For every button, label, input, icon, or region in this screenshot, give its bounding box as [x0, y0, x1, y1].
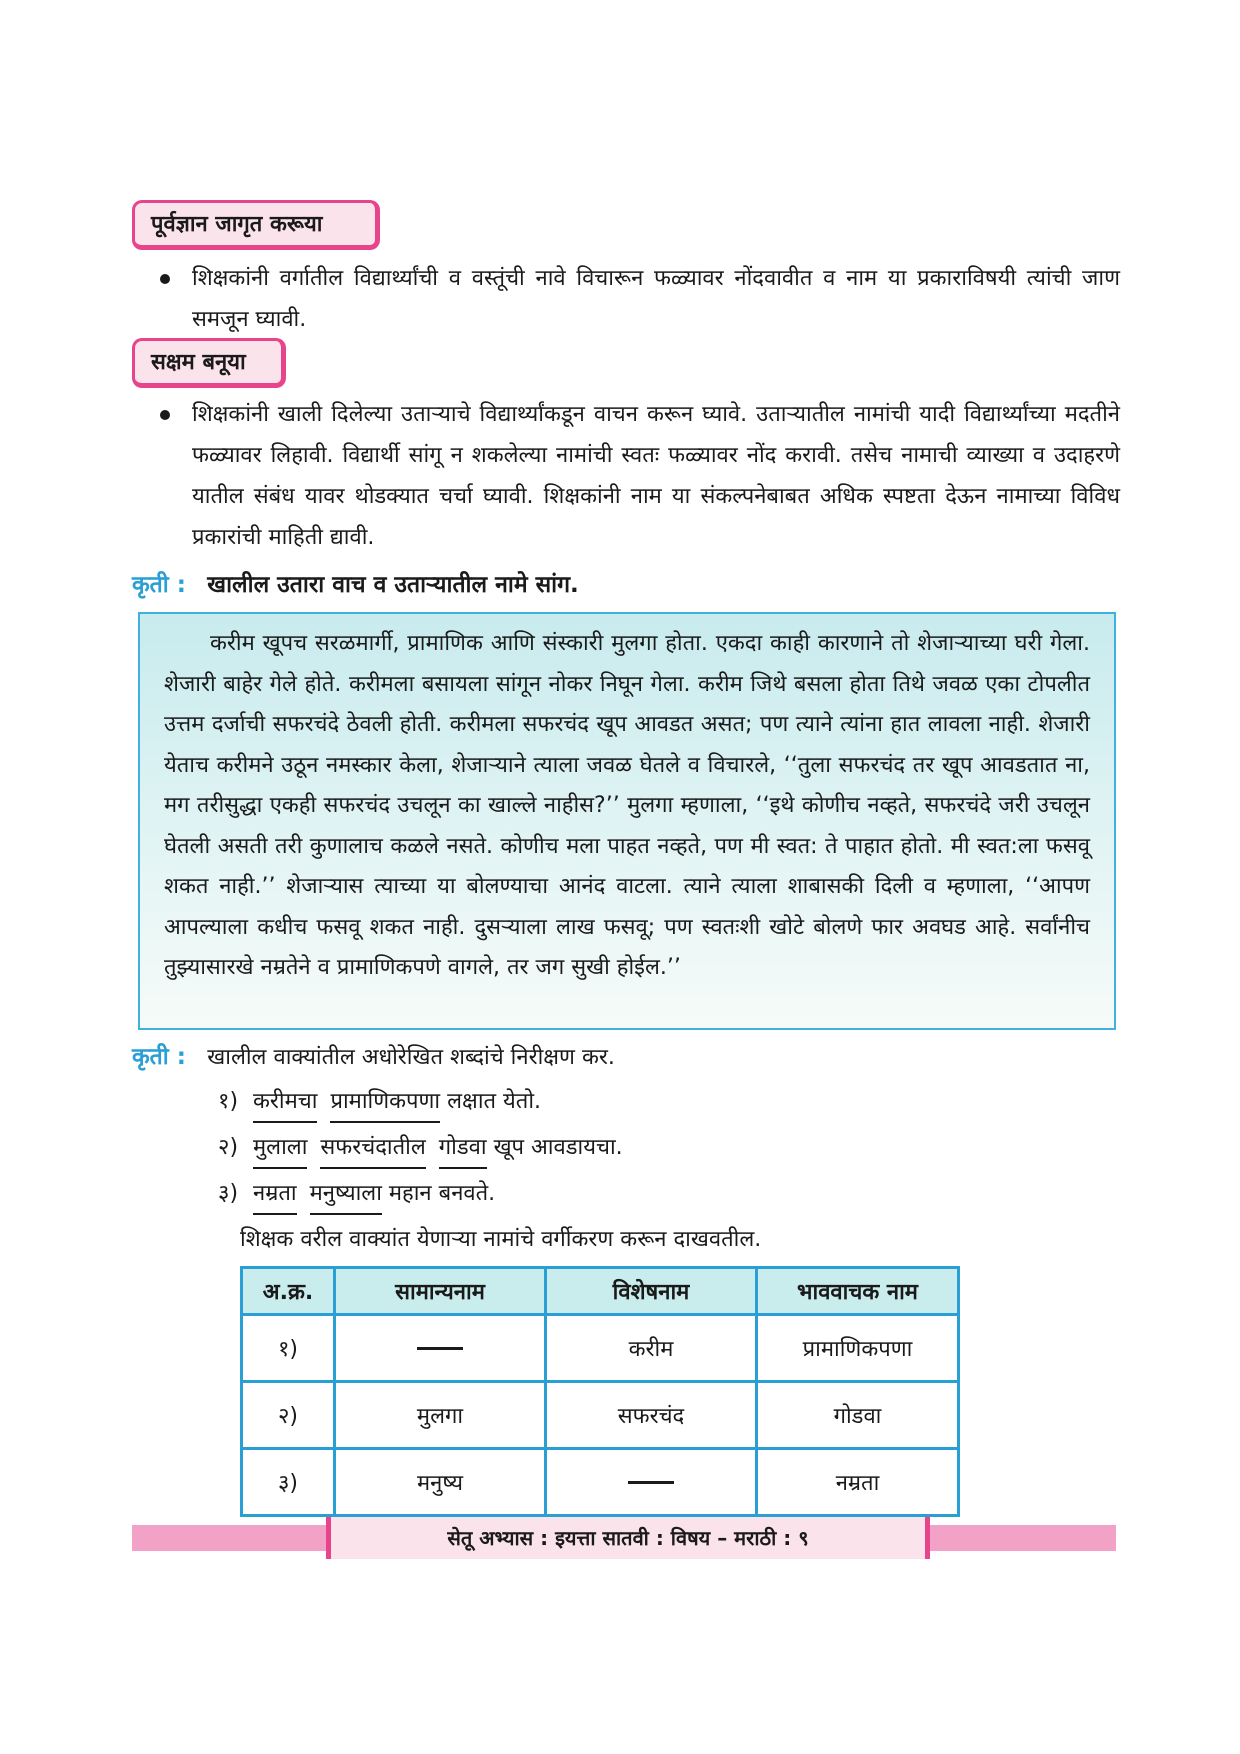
table-row [242, 1382, 959, 1449]
bullet-icon [160, 410, 170, 420]
noun-classification-table [240, 1266, 960, 1517]
teacher-note: शिक्षक वरील वाक्यांत येणाऱ्या नामांचे वर्गीकरण करून दाखवतील. [240, 1227, 762, 1252]
cell: करीम [546, 1315, 757, 1382]
sentence-rest: महान बनवते. [388, 1181, 496, 1206]
activity-instruction: खालील वाक्यांतील अधोरेखित शब्दांचे निरीक्षण कर. [207, 1045, 615, 1070]
example-sentence-1 [218, 1082, 541, 1123]
example-sentence-2 [218, 1128, 623, 1169]
sentence-number: २) [218, 1135, 239, 1160]
bullet-prior-knowledge [160, 258, 1120, 340]
underlined-word: गोडवा [439, 1133, 487, 1169]
bullet-icon [160, 274, 170, 284]
header-common-noun: सामान्यनाम [335, 1268, 546, 1315]
example-sentence-3 [218, 1174, 495, 1215]
footer-label: सेतू अभ्यास : इयत्ता सातवी : विषय – मराठी : ९ [326, 1517, 930, 1559]
underlined-word: करीमचा [253, 1087, 317, 1123]
sentence-number: १) [218, 1089, 239, 1114]
cell: प्रामाणिकपणा [757, 1315, 959, 1382]
section-heading-prior-knowledge: पूर्वज्ञान जागृत करूया [132, 200, 380, 250]
underlined-word: नम्रता [253, 1179, 297, 1215]
header-proper-noun: विशेषनाम [546, 1268, 757, 1315]
header-serial: अ.क्र. [242, 1268, 335, 1315]
table-row [242, 1449, 959, 1516]
activity-label: कृती : [132, 572, 186, 598]
sentence-rest: खूप आवडायचा. [493, 1135, 623, 1160]
cell-serial: ३) [242, 1449, 335, 1516]
table-header-row [242, 1268, 959, 1315]
activity-instruction: खालील उतारा वाच व उताऱ्यातील नामे सांग. [207, 572, 579, 598]
underlined-word: सफरचंदातील [320, 1133, 425, 1169]
cell: गोडवा [757, 1382, 959, 1449]
cell-serial: १) [242, 1315, 335, 1382]
activity-label: कृती : [132, 1044, 186, 1070]
story-passage-box [138, 612, 1116, 1030]
header-abstract-noun: भाववाचक नाम [757, 1268, 959, 1315]
bullet-text: शिक्षकांनी वर्गातील विद्यार्थ्यांची व वस्तूंची नावे विचारून फळ्यावर नोंदवावीत व नाम या प्रकाराविषयी त्यांची जाण समजून घ्यावी. [192, 266, 1120, 332]
story-passage: करीम खूपच सरळमार्गी, प्रामाणिक आणि संस्कारी मुलगा होता. एकदा काही कारणाने तो शेजाऱ्याच्या घरी गेला. शेजारी बाहेर गेले होते. करीमला बसायला सांगून नोकर निघून गेला. करीम जिथे बसला होता तिथे जवळ एका टोपलीत उत्तम दर्जाची सफरचंदे ठेवली होती. करीमला सफरचंद खूप आवडत असत; पण त्याने त्यांना हात लावला नाही. शेजारी येताच करीमने उठून नमस्कार केला, शेजाऱ्याने त्याला जवळ घेतले व विचारले, ‘‘तुला सफरचंद तर खूप आवडतात ना, मग तरीसुद्धा एकही सफरचंद उचलून का खाल्ले नाहीस?’’ मुलगा म्हणाला, ‘‘इथे कोणीच नव्हते, सफरचंदे जरी उचलून घेतली असती तरी कुणालाच कळले नसते. कोणीच मला पाहत नव्हते, पण मी स्वत: ते पाहात होतो. मी स्वत:ला फसवू शकत नाही.’’ शेजाऱ्यास त्याच्या या बोलण्याचा आनंद वाटला. त्याने त्याला शाबासकी दिली व म्हणाला, ‘‘आपण आपल्याला कधीच फसवू शकत नाही. दुसऱ्याला लाख फसवू; पण स्वतःशी खोटे बोलणे फार अवघड आहे. सर्वांनीच तुझ्यासारखे नम्रतेने व प्रामाणिकपणे वागले, तर जग सुखी होईल.’’ [164, 631, 1090, 980]
sentence-number: ३) [218, 1181, 239, 1206]
underlined-word: प्रामाणिकपणा [330, 1087, 440, 1123]
cell: मुलगा [335, 1382, 546, 1449]
cell: मनुष्य [335, 1449, 546, 1516]
activity-1 [132, 568, 579, 602]
cell-empty [546, 1449, 757, 1516]
sentence-rest: लक्षात येतो. [447, 1089, 542, 1114]
table-row [242, 1315, 959, 1382]
section-heading-become-capable: सक्षम बनूया [132, 338, 286, 388]
cell-empty [335, 1315, 546, 1382]
underlined-word: मनुष्याला [310, 1179, 382, 1215]
underlined-word: मुलाला [253, 1133, 307, 1169]
bullet-text: शिक्षकांनी खाली दिलेल्या उताऱ्याचे विद्यार्थ्यांकडून वाचन करून घ्यावे. उताऱ्यातील नामांची यादी विद्यार्थ्यांच्या मदतीने फळ्यावर लिहावी. विद्यार्थी सांगू न शकलेल्या नामांची स्वतः फळ्यावर नोंद करावी. तसेच नामाची व्याख्या व उदाहरणे यातील संबंध यावर थोडक्यात चर्चा घ्यावी. शिक्षकांनी नाम या संकल्पनेबाबत अधिक स्पष्टता देऊन नामाच्या विविध प्रकारांची माहिती द्यावी. [192, 402, 1120, 550]
dash-mark [628, 1481, 674, 1484]
bullet-become-capable [160, 394, 1120, 558]
dash-mark [417, 1347, 463, 1350]
cell: नम्रता [757, 1449, 959, 1516]
cell-serial: २) [242, 1382, 335, 1449]
cell: सफरचंद [546, 1382, 757, 1449]
activity-2 [132, 1040, 615, 1075]
